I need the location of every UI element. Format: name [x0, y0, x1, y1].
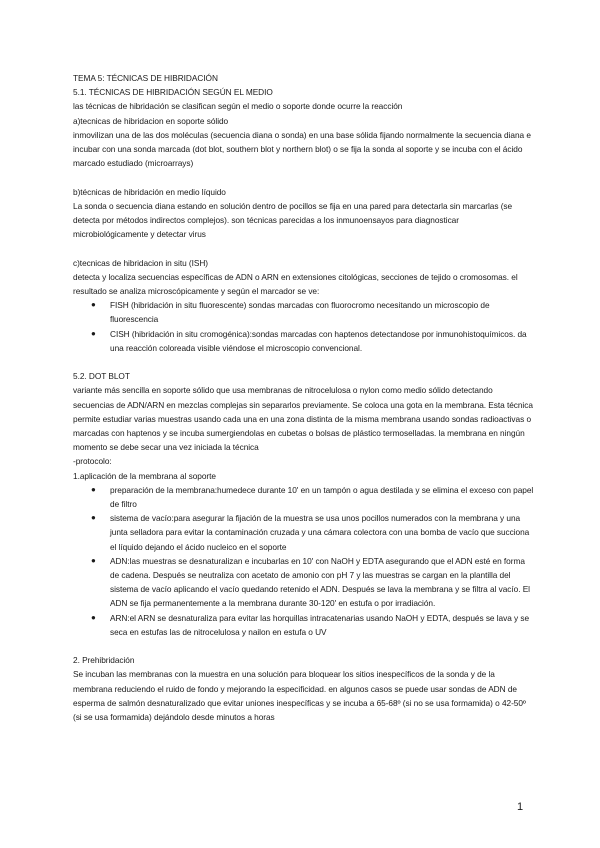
spacer: [73, 170, 535, 184]
spacer: [73, 639, 535, 653]
paragraph-c: detecta y localiza secuencias específicas de ADN o ARN en extensiones citológicas, secciones de tejido o cromosomas. el resultado se analiza microscópicamente y según el marcador se ve:: [73, 271, 518, 297]
bullet-list-step-1: [73, 483, 535, 639]
list-item-text: ARN:el ARN se desnaturaliza para evitar las horquillas intracatenarias usando NaOH y EDTA, después se lava y se seca en estufas las de nitrocelulosa y nailon en estufa o UV: [110, 612, 530, 637]
protocol-label: -protocolo:: [73, 456, 112, 467]
step-2-heading: 2. Prehibridación: [73, 655, 135, 666]
list-item: [73, 327, 535, 355]
bullet-icon: ●: [91, 300, 96, 310]
section-heading-5-1: 5.1. TÉCNICAS DE HIBRIDACIÓN SEGÚN EL MEDIO: [73, 87, 273, 98]
paragraph-dot-blot: variante más sencilla en soporte sólido que usa membranas de nitrocelulosa o nylon como medio sólido detectando secuencias de ADN/ARN en mezclas complejas sin separarlos previamente. Se coloca una gota en la membrana. Esta técnica permite estudiar varias muestras usando cada una en una zona distinta de la misma membrana usando sondas radioactivas o marcadas con haptenos y se incuba sumergiendolas en cubetas o bolsas de plástico termoselladas. la membrana en ningún momento se debe secar una vez iniciada la técnica: [73, 385, 533, 453]
list-item-text: CISH (hibridación in situ cromogénica):sondas marcadas con haptenos detectandose por inmunohistoquímicos. da una reacción coloreada visible viéndose el microscopio convencional.: [110, 328, 527, 353]
list-item: [73, 483, 535, 511]
bullet-icon: ●: [91, 328, 96, 338]
bullet-icon: ●: [91, 612, 96, 622]
list-item: [73, 554, 535, 611]
paragraph-a: inmovilizan una de las dos moléculas (secuencia diana o sonda) en una base sólida fijando normalmente la secuencia diana e incubar con una sonda marcada (dot blot, southern blot y northern blot) o se fija la sonda al soporte y se incuba con el ácido marcado estudiado (microarrays): [73, 129, 531, 169]
list-item: [73, 611, 535, 639]
document-body: [73, 71, 535, 724]
bullet-list-ish: [73, 298, 535, 355]
bullet-icon: ●: [91, 555, 96, 565]
subheading-b: b)técnicas de hibridación en medio líquido: [73, 186, 226, 197]
spacer: [73, 241, 535, 255]
spacer: [73, 355, 535, 369]
doc-title: TEMA 5: TÉCNICAS DE HIBRIDACIÓN: [73, 73, 218, 83]
step-1-heading: 1.aplicación de la membrana al soporte: [73, 470, 216, 481]
list-item-text: ADN:las muestras se desnaturalizan e incubarlas en 10' con NaOH y EDTA asegurando que el ADN esté en forma de cadena. Después se neutraliza con acetato de amonio con pH 7 y las muestras se cargan en la plantilla del sistema de vacío aplicando el vacío quedando retenido el ADN. Después se lava la membrana y se filtra al vacío. El ADN se fija permanentemente a la membrana durante 30-120' en estufa o por irradiación.: [110, 555, 530, 609]
paragraph-prehybridization: Se incuban las membranas con la muestra en una solución para bloquear los sitios inespecíficos de la sonda y de la membrana reduciendo el ruido de fondo y mejorando la especificidad. en algunos casos se puede usar sondas de ADN de esperma de salmón desnaturalizado que evitar uniones inespecíficas y se incuba a 65-68º (si no se usa formamida) o 42-50º (si se usa formamida) dejándolo desde minutos a horas: [73, 669, 526, 723]
paragraph-b: La sonda o secuencia diana estando en solución dentro de pocillos se fija en una pared para detectarla sin marcarlas (se detecta por métodos indirectos complejos). son técnicas parecidas a los inmunoensayos para diagnosticar microbiológicamente y detectar virus: [73, 200, 513, 240]
list-item-text: sistema de vacío:para asegurar la fijación de la muestra se usa unos pocillos numerados con la membrana y una junta selladora para evitar la contaminación cruzada y una cámara colectora con una bomba de vacío que succiona el líquido dejando el ácido nucleico en el soporte: [110, 513, 530, 552]
list-item-text: FISH (hibridación in situ fluorescente) sondas marcadas con fluorocromo necesitando un microscopio de fluorescencia: [110, 300, 490, 325]
list-item: [73, 511, 535, 554]
page-number: 1: [517, 801, 524, 813]
subheading-a: a)tecnicas de hibridacion en soporte sólido: [73, 115, 229, 126]
subheading-c: c)tecnicas de hibridacion in situ (ISH): [73, 257, 209, 268]
list-item-text: preparación de la membrana:humedece durante 10' en un tampón o agua destilada y se elimina el exceso con papel de filtro: [110, 484, 534, 510]
section-intro: las técnicas de hibridación se clasifican según el medio o soporte donde ocurre la reacción: [73, 101, 403, 112]
bullet-icon: ●: [91, 484, 96, 494]
bullet-icon: ●: [91, 513, 96, 523]
section-heading-5-2: 5.2. DOT BLOT: [73, 371, 130, 382]
list-item: [73, 298, 535, 326]
